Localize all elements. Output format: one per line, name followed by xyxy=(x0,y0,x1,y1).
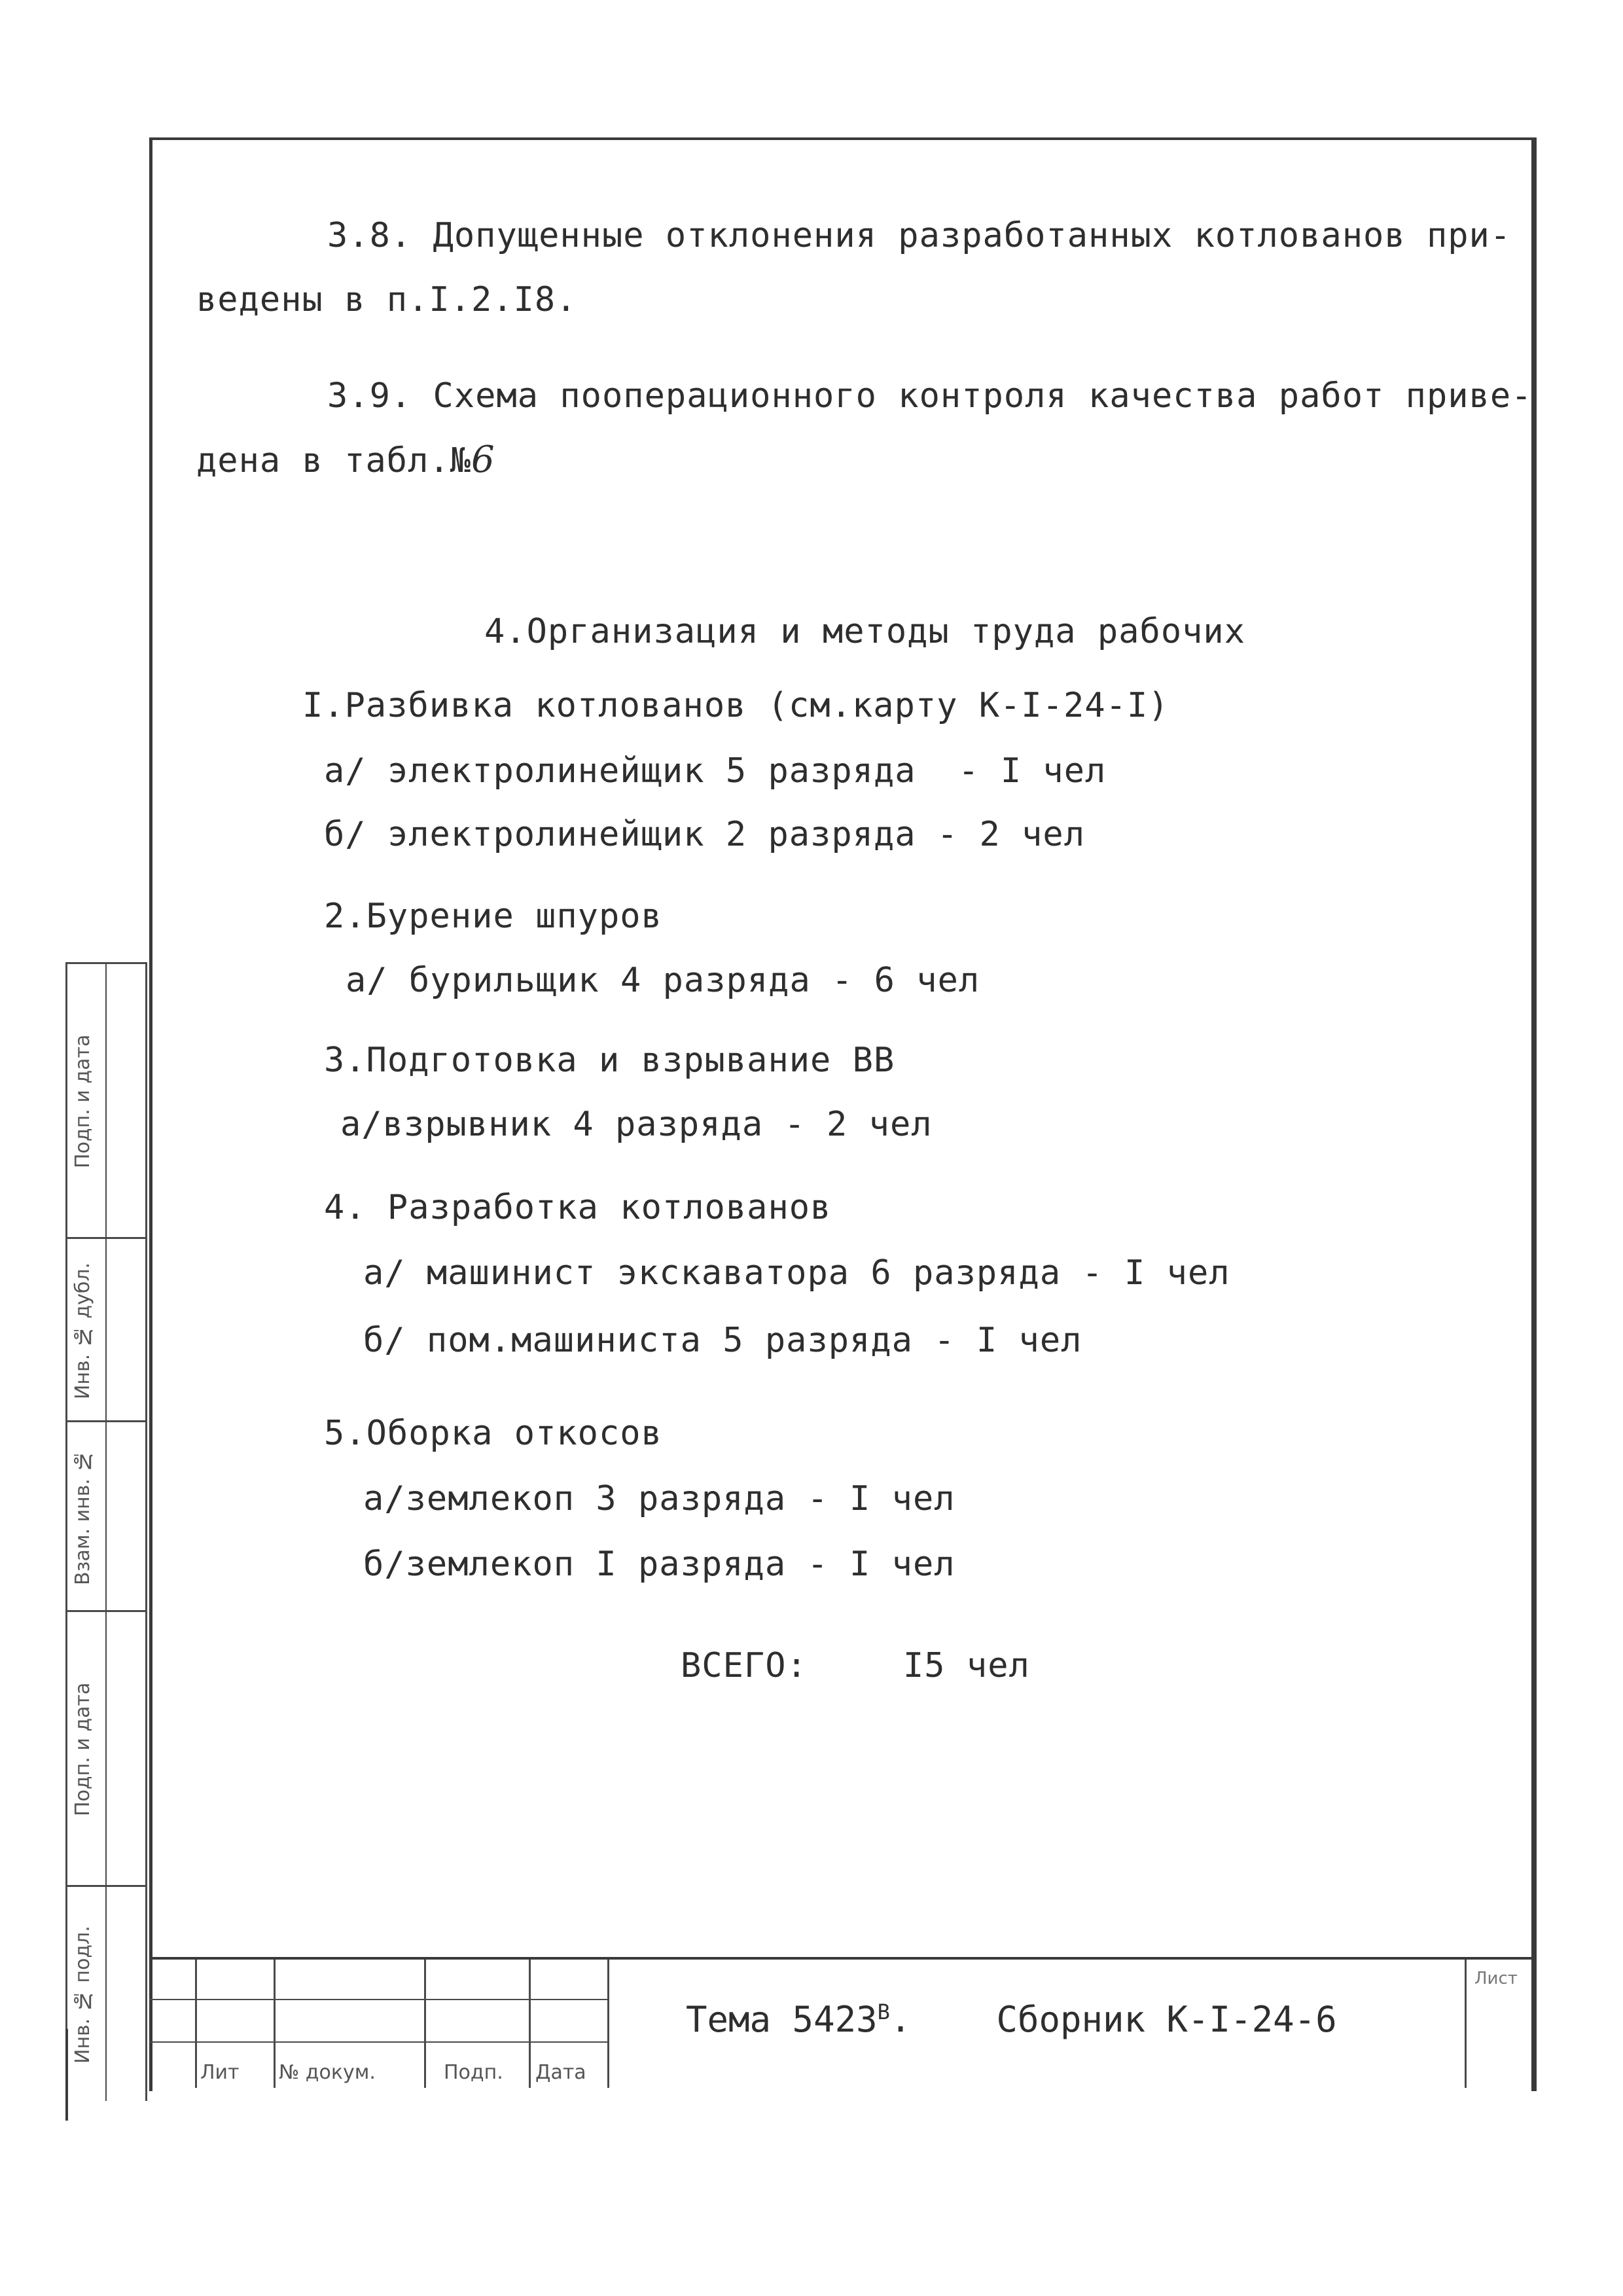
sheet-number-cell xyxy=(1465,1960,1537,2088)
title-block xyxy=(149,1957,1537,2088)
group-5-title: 5.Оборка откосов xyxy=(324,1414,662,1453)
total-value: I5 чел xyxy=(903,1646,1030,1685)
tb-col-date: Дата xyxy=(535,2061,586,2084)
left-edge-mark xyxy=(65,2029,68,2121)
collection-text: Сборник К-I-24-6 xyxy=(996,1999,1337,2040)
topic-superscript: В xyxy=(877,2000,890,2024)
total-label: ВСЕГО: xyxy=(681,1646,808,1685)
group-4-item-b: б/ пом.машиниста 5 разряда - I чел xyxy=(363,1321,1082,1360)
group-1-item-b: б/ электролинейщик 2 разряда - 2 чел xyxy=(324,815,1086,854)
title-block-main xyxy=(686,1999,1337,2040)
binding-cell-4 xyxy=(67,1610,145,1885)
topic-text: Тема 5423 xyxy=(686,1999,878,2040)
binding-label-3: Взам. инв. № xyxy=(71,1449,94,1585)
group-5-item-a: а/землекоп 3 разряда - I чел xyxy=(363,1479,955,1518)
section-4-heading: 4.Организация и методы труда рабочих xyxy=(484,612,1246,651)
group-4-item-a: а/ машинист экскаватора 6 разряда - I чел xyxy=(363,1253,1230,1293)
handwritten-table-number: 6 xyxy=(471,439,495,481)
paragraph-3-8-line-1: 3.8. Допущенные отклонения разработанных котлованов при- xyxy=(327,216,1512,255)
sheet-label: Лист xyxy=(1474,1969,1518,1988)
tb-divider xyxy=(195,1960,197,2088)
binding-label-1: Подп. и дата xyxy=(71,1034,94,1169)
tb-divider xyxy=(424,1960,426,2088)
group-3-title: 3.Подготовка и взрывание ВВ xyxy=(324,1041,895,1080)
binding-cell-2 xyxy=(67,1237,145,1420)
tb-col-lit: Лит xyxy=(200,2061,240,2084)
group-1-title: I.Разбивка котлованов (см.карту К-I-24-I) xyxy=(302,686,1169,725)
binding-cell-1 xyxy=(67,962,145,1237)
group-2-title: 2.Бурение шпуров xyxy=(324,897,662,936)
paragraph-3-9-line-2 xyxy=(196,439,495,481)
binding-label-5: Инв. № подл. xyxy=(71,1926,94,2064)
tb-col-doc-no: № докум. xyxy=(279,2061,376,2084)
paragraph-3-9-line-1: 3.9. Схема пооперационного контроля качества работ приве- xyxy=(327,376,1533,416)
tb-divider xyxy=(274,1960,276,2088)
paragraph-3-9-text: дена в табл.№ xyxy=(196,441,471,480)
paragraph-3-8-line-2: ведены в п.I.2.I8. xyxy=(196,280,577,319)
tb-divider xyxy=(529,1960,531,2088)
binding-label-2: Инв. № дубл. xyxy=(71,1262,94,1399)
title-block-grid xyxy=(149,1960,607,2088)
tb-divider xyxy=(607,1960,609,2088)
group-2-item-a: а/ бурильщик 4 разряда - 6 чел xyxy=(346,961,980,1000)
binding-label-4: Подп. и дата xyxy=(71,1682,94,1817)
group-1-item-a: а/ электролинейщик 5 разряда - I чел xyxy=(324,751,1107,791)
group-4-title: 4. Разработка котлованов xyxy=(324,1188,832,1227)
tb-col-sign: Подп. xyxy=(444,2061,503,2084)
binding-margin-strip xyxy=(65,962,147,2101)
binding-cell-3 xyxy=(67,1420,145,1610)
tb-row-line xyxy=(149,1999,607,2000)
group-3-item-a: а/взрывник 4 разряда - 2 чел xyxy=(340,1105,933,1144)
tb-row-line xyxy=(149,2041,607,2043)
group-5-item-b: б/землекоп I разряда - I чел xyxy=(363,1545,955,1584)
topic-separator: . xyxy=(889,1999,997,2040)
binding-cell-5 xyxy=(67,1885,145,2101)
